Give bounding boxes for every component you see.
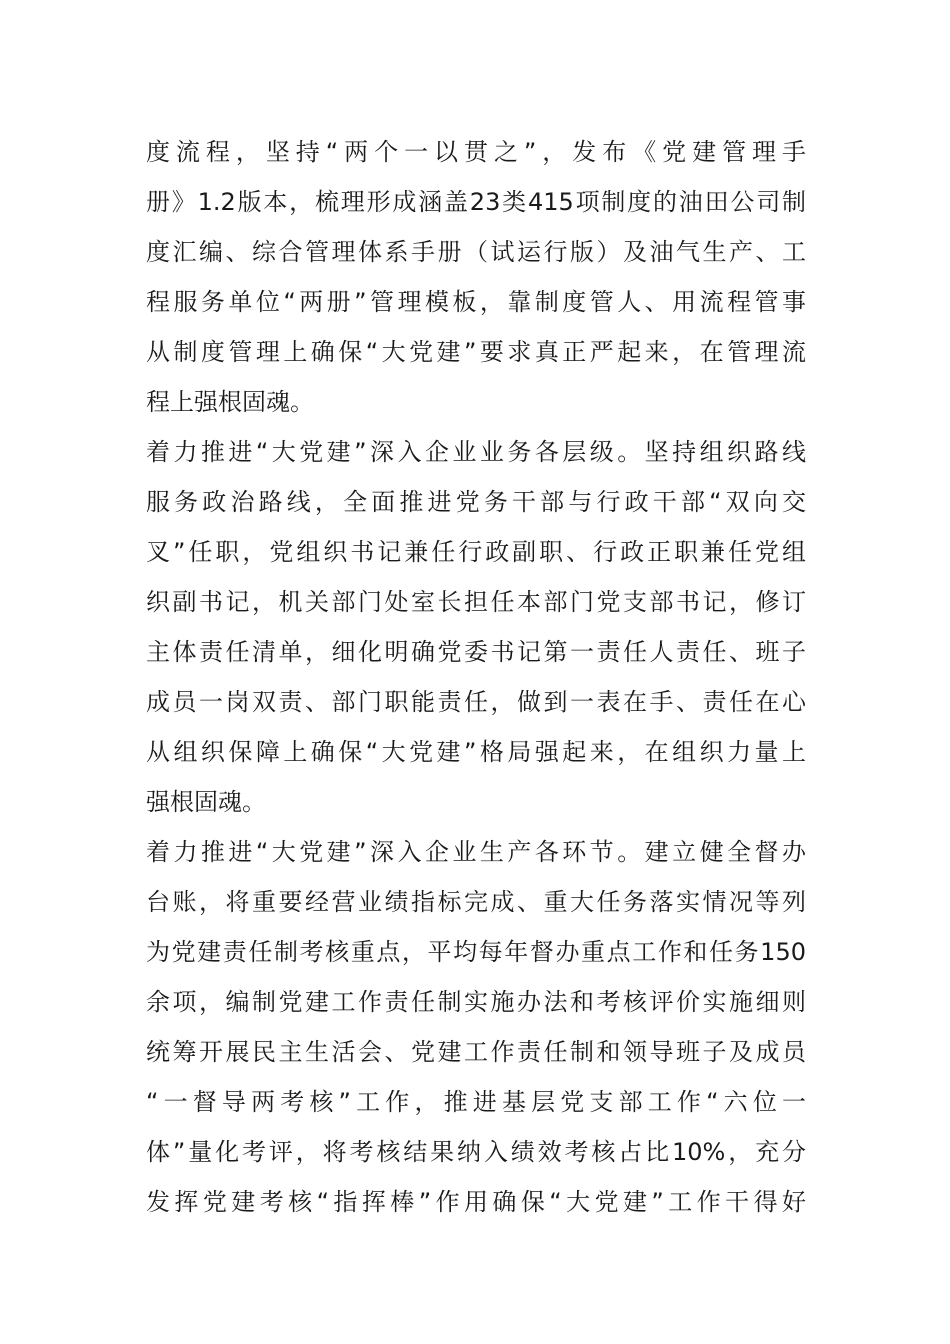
- text-line: 织副书记，机关部门处室长担任本部门党支部书记，修订: [146, 588, 806, 616]
- text-line: 着力推进“大党建”深入企业生产各环节。建立健全督办: [146, 838, 806, 866]
- text-line: 从组织保障上确保“大党建”格局强起来，在组织力量上: [146, 738, 806, 766]
- text-line: 强根固魂。: [146, 788, 266, 816]
- text-line: 服务政治路线，全面推进党务干部与行政干部“双向交: [146, 488, 806, 516]
- text-line: 统筹开展民主生活会、党建工作责任制和领导班子及成员: [146, 1038, 806, 1066]
- text-line: “一督导两考核”工作，推进基层党支部工作“六位一: [146, 1088, 806, 1116]
- text-line: 从制度管理上确保“大党建”要求真正严起来，在管理流: [146, 338, 806, 366]
- text-line: 体”量化考评，将考核结果纳入绩效考核占比10%，充分: [146, 1138, 806, 1166]
- text-line: 度汇编、综合管理体系手册（试运行版）及油气生产、工: [146, 238, 806, 266]
- paragraph-management-process: [146, 127, 806, 427]
- text-line: 为党建责任制考核重点，平均每年督办重点工作和任务150: [146, 938, 806, 966]
- text-line: 余项，编制党建工作责任制实施办法和考核评价实施细则: [146, 988, 806, 1016]
- text-line: 主体责任清单，细化明确党委书记第一责任人责任、班子: [146, 638, 806, 666]
- text-line: 成员一岗双责、部门职能责任，做到一表在手、责任在心: [146, 688, 806, 716]
- paragraph-business-levels: [146, 427, 806, 827]
- text-line: 册》1.2版本，梳理形成涵盖23类415项制度的油田公司制: [146, 188, 806, 216]
- text-line: 程上强根固魂。: [146, 388, 314, 416]
- paragraph-production-links: [146, 827, 806, 1227]
- text-line: 台账，将重要经营业绩指标完成、重大任务落实情况等列: [146, 888, 806, 916]
- text-line: 度流程，坚持“两个一以贯之”，发布《党建管理手: [146, 138, 806, 166]
- text-line: 发挥党建考核“指挥棒”作用确保“大党建”工作干得好: [146, 1188, 806, 1216]
- text-line: 程服务单位“两册”管理模板，靠制度管人、用流程管事: [146, 288, 806, 316]
- text-line: 着力推进“大党建”深入企业业务各层级。坚持组织路线: [146, 438, 806, 466]
- document-body: [146, 127, 806, 1227]
- text-line: 叉”任职，党组织书记兼任行政副职、行政正职兼任党组: [146, 538, 806, 566]
